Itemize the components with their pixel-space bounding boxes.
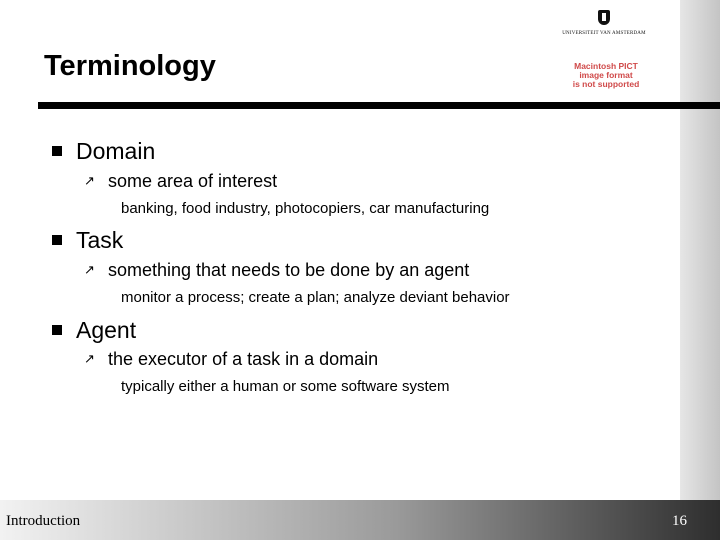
- placeholder-line: Macintosh PICT: [574, 61, 638, 71]
- term-domain: Domain: [76, 138, 156, 164]
- term-task: Task: [76, 227, 124, 253]
- footer-bar: [0, 500, 720, 540]
- square-bullet-icon: [52, 235, 62, 245]
- arrow-bullet-icon: ↗: [84, 351, 95, 366]
- square-bullet-icon: [52, 325, 62, 335]
- definition-domain: some area of interest: [108, 171, 278, 191]
- square-bullet-icon: [52, 146, 62, 156]
- definition-task: something that needs to be done by an agent: [108, 260, 470, 280]
- slide-title: Terminology: [44, 50, 216, 82]
- arrow-bullet-icon: ↗: [84, 173, 95, 188]
- arrow-bullet-icon: ↗: [84, 262, 95, 277]
- definition-agent: the executor of a task in a domain: [108, 349, 379, 369]
- placeholder-line: is not supported: [572, 79, 640, 89]
- unsupported-image-placeholder: [560, 62, 652, 89]
- term-agent: Agent: [76, 317, 137, 343]
- shield-icon: [598, 10, 610, 25]
- page-number: 16: [672, 513, 687, 529]
- university-logo: [562, 10, 646, 36]
- examples-agent: typically either a human or some software system: [121, 378, 450, 395]
- examples-domain: banking, food industry, photocopiers, car manufacturing: [121, 200, 490, 217]
- title-underline: [38, 102, 720, 109]
- footer-section-label: Introduction: [6, 513, 81, 529]
- examples-task: monitor a process; create a plan; analyze deviant behavior: [121, 289, 510, 306]
- placeholder-line: image format: [579, 70, 633, 80]
- right-decorative-bar: [680, 0, 720, 540]
- logo-text: UNIVERSITEIT VAN AMSTERDAM: [562, 31, 646, 36]
